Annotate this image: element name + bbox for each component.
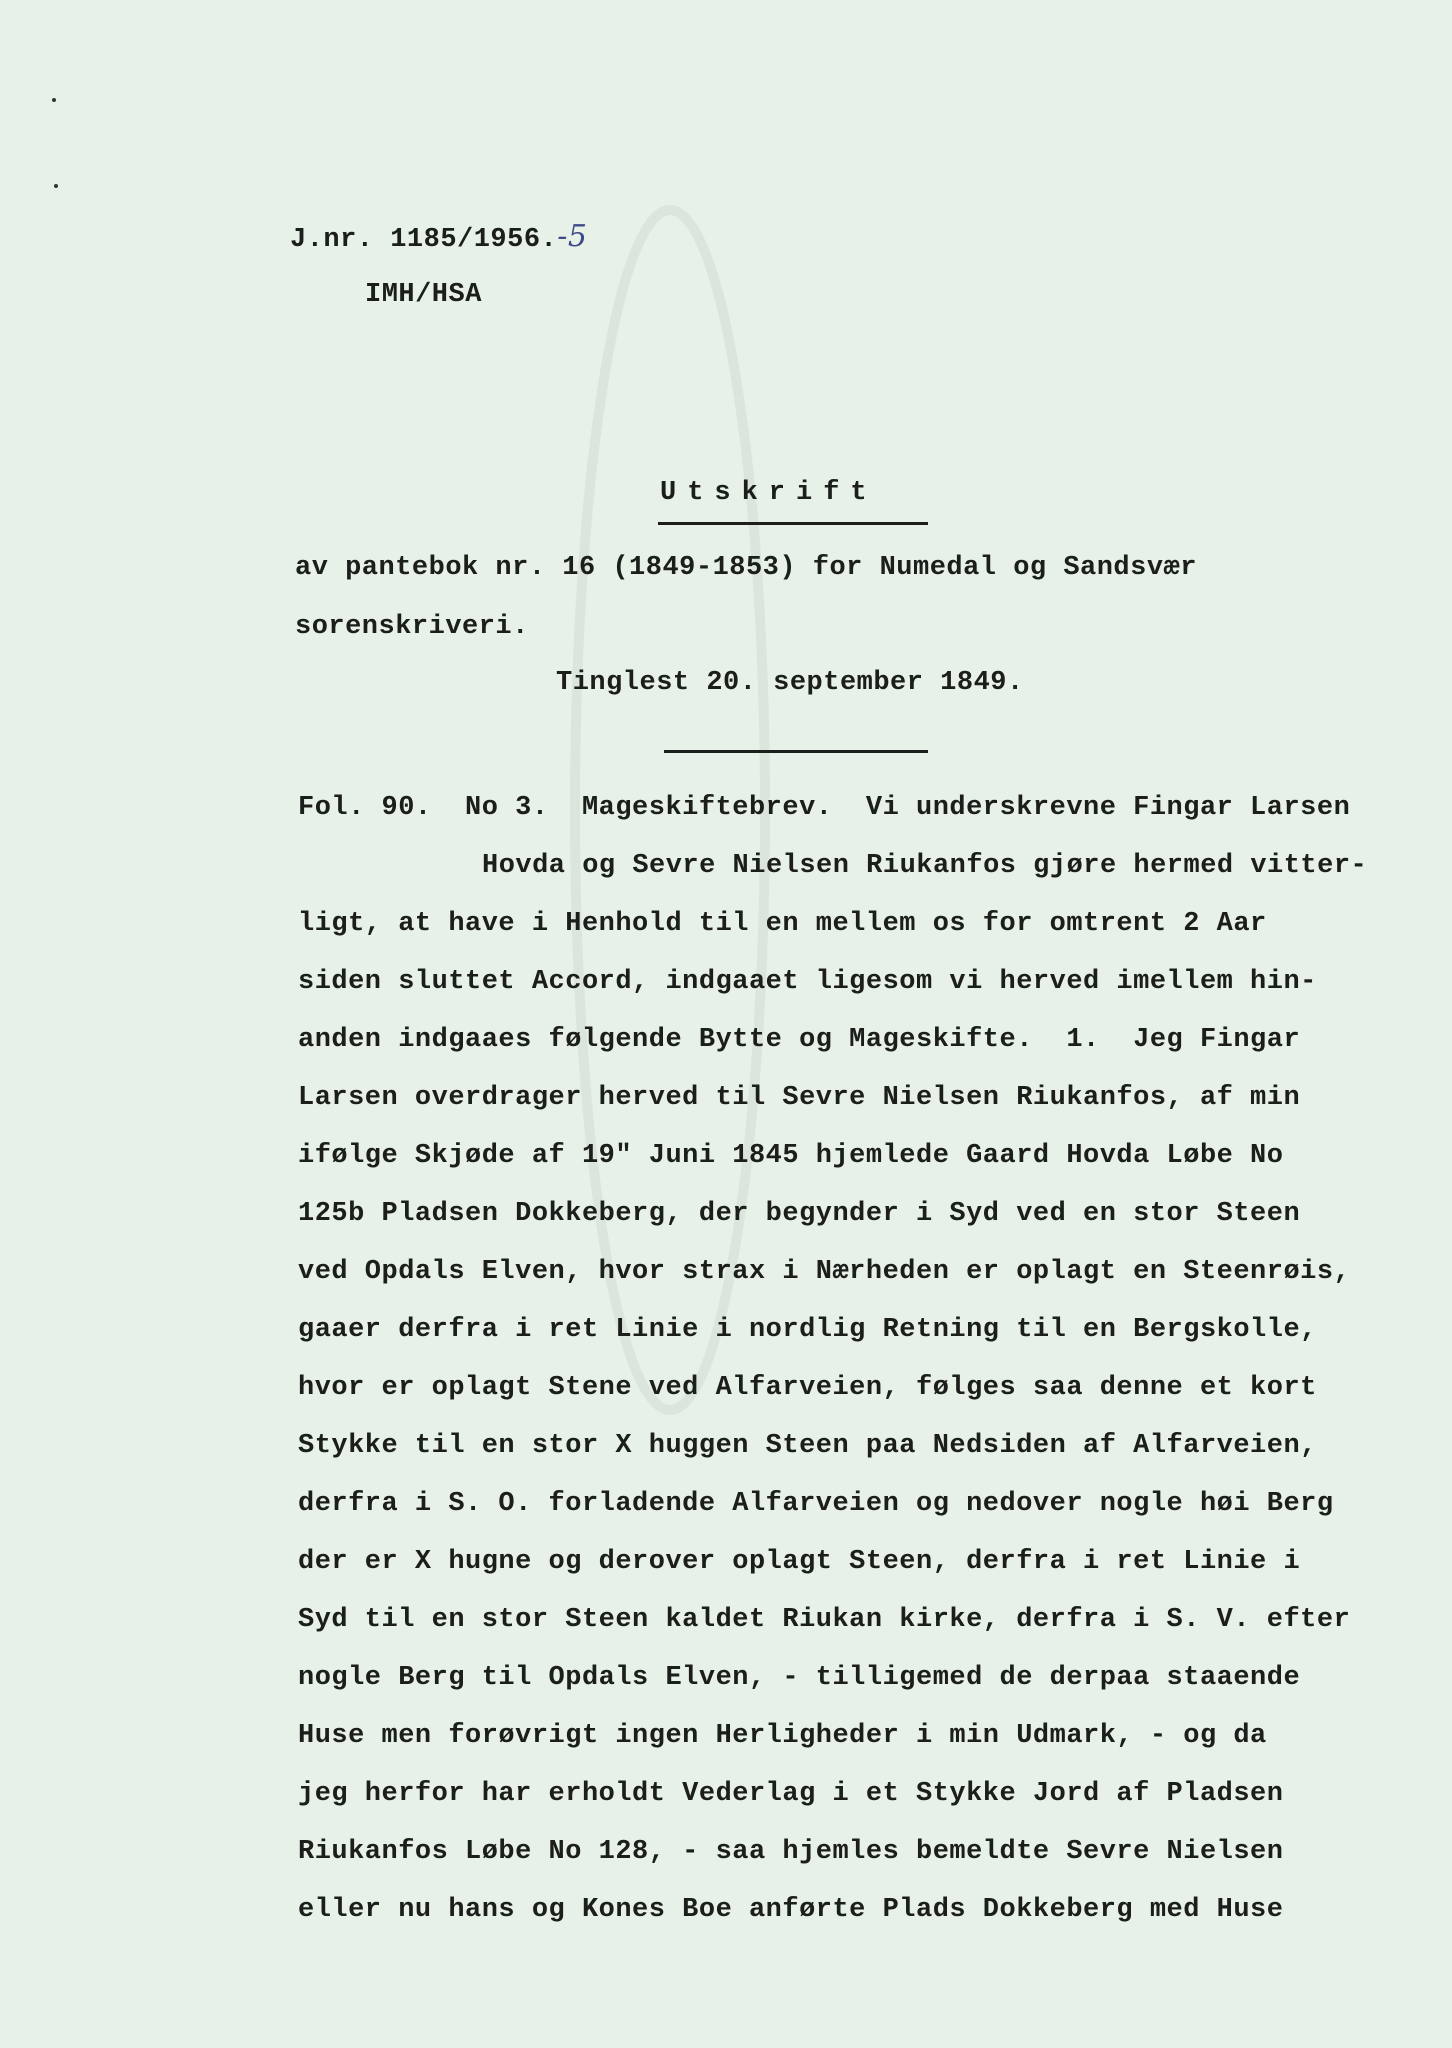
body-line: ligt, at have i Henhold til en mellem os for omtrent 2 Aar <box>298 909 1267 939</box>
journal-number <box>290 219 588 255</box>
title-underline <box>658 522 928 525</box>
body-line: Riukanfos Løbe No 128, - saa hjemles bemeldte Sevre Nielsen <box>298 1837 1284 1867</box>
journal-number-typed: J.nr. 1185/1956. <box>290 225 558 255</box>
margin-mark <box>52 98 56 102</box>
body-line: Stykke til en stor X huggen Steen paa Nedsiden af Alfarveien, <box>298 1431 1317 1461</box>
body-line: der er X hugne og derover oplagt Steen, derfra i ret Linie i <box>298 1547 1301 1577</box>
journal-number-handwritten: -5 <box>557 219 588 254</box>
body-line: gaaer derfra i ret Linie i nordlig Retning til en Bergskolle, <box>298 1315 1317 1345</box>
registration-date: Tinglest 20. september 1849. <box>556 668 1024 698</box>
body-line: eller nu hans og Kones Boe anførte Plads Dokkeberg med Huse <box>298 1895 1284 1925</box>
body-line: siden sluttet Accord, indgaaet ligesom vi herved imellem hin- <box>298 967 1317 997</box>
body-line: jeg herfor har erholdt Vederlag i et Stykke Jord af Pladsen <box>298 1779 1284 1809</box>
subtitle-line-1: av pantebok nr. 16 (1849-1853) for Numedal og Sandsvær <box>295 553 1197 583</box>
initials: IMH/HSA <box>365 280 482 310</box>
body-line: hvor er oplagt Stene ved Alfarveien, følges saa denne et kort <box>298 1373 1317 1403</box>
body-line: Hovda og Sevre Nielsen Riukanfos gjøre hermed vitter- <box>482 851 1368 881</box>
body-line: Larsen overdrager herved til Sevre Nielsen Riukanfos, af min <box>298 1083 1301 1113</box>
body-line: nogle Berg til Opdals Elven, - tilligemed de derpaa staaende <box>298 1663 1301 1693</box>
body-line: derfra i S. O. forladende Alfarveien og nedover nogle høi Berg <box>298 1489 1334 1519</box>
entry-first-line: Fol. 90. No 3. Mageskiftebrev. Vi underskrevne Fingar Larsen <box>298 793 1351 823</box>
margin-mark <box>54 184 58 188</box>
body-line: Huse men forøvrigt ingen Herligheder i min Udmark, - og da <box>298 1721 1267 1751</box>
body-line: anden indgaaes følgende Bytte og Mageskifte. 1. Jeg Fingar <box>298 1025 1301 1055</box>
body-line: ifølge Skjøde af 19" Juni 1845 hjemlede Gaard Hovda Løbe No <box>298 1141 1284 1171</box>
body-line: Syd til en stor Steen kaldet Riukan kirke, derfra i S. V. efter <box>298 1605 1351 1635</box>
body-line: 125b Pladsen Dokkeberg, der begynder i Syd ved en stor Steen <box>298 1199 1301 1229</box>
subtitle-line-2: sorenskriveri. <box>295 612 529 642</box>
document-title: Utskrift <box>660 478 878 508</box>
body-line: ved Opdals Elven, hvor strax i Nærheden er oplagt en Steenrøis, <box>298 1257 1351 1287</box>
section-divider <box>664 750 928 753</box>
